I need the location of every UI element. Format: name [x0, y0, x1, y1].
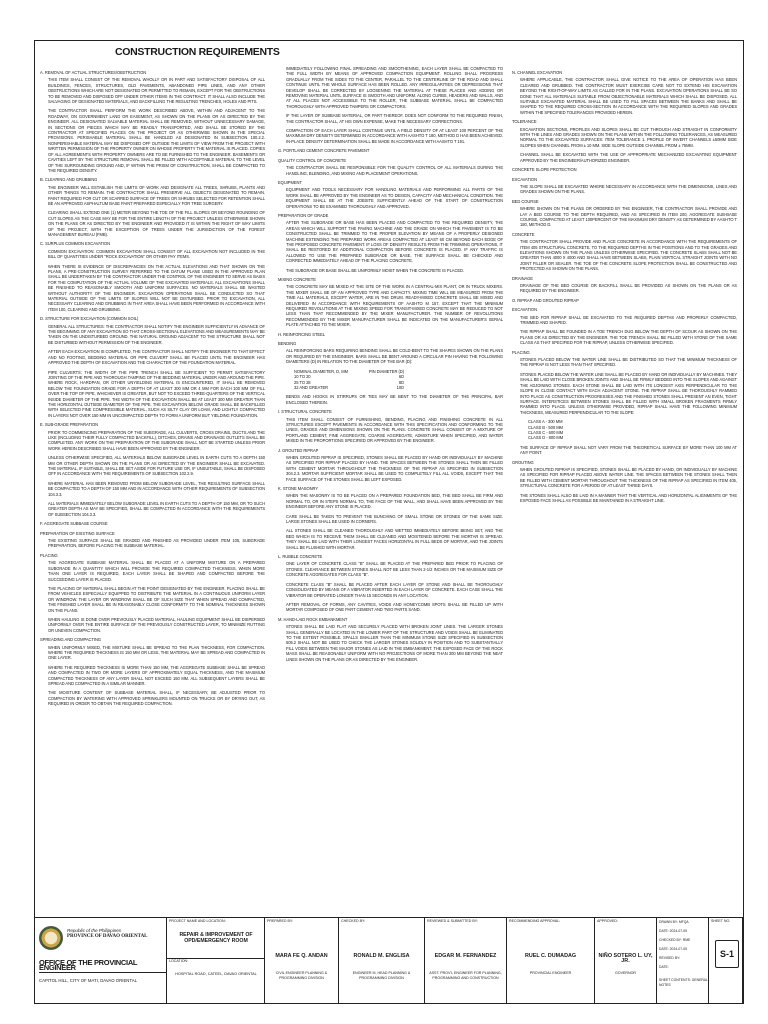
note-paragraph: STONES PLACED BELOW THE WATER LINE SHALL BE PLACED BY HAND OR INDIVIDUALLY BY MACHINES. THEY SHALL BE LAID WITH CLOSE BROKEN JOINTS AND SHALL BE FIRMLY BEDDED INTO THE SLOPES AND AGAINST THE ADJOINING STONES. EACH STONE SHALL BE LAID WITH ITS LONGEST AXIS PERPENDICULAR TO THE SLOPE IN CLOSE CONTACT WITH EACH ADJACENT STONE. THE RIPRAP SHALL BE THOROUGHLY RAMMED INTO PLACE AS CONSTRUCTION PROGRESSES AND THE FINISHED STONES SHALL PRESENT AN EVEN, TIGHT SURFACE. INTERSTICES BETWEEN STONES SHALL BE FILLED WITH SMALL BROKEN FRAGMENTS FIRMLY RAMMED INTO PLACE. UNLESS OTHERWISE PROVIDED, RIPRAP SHALL HAVE THE FOLLOWING MINIMUM THICKNESS, MEASURED PERPENDICULAR TO THE SLOPE: — [520, 371, 737, 415]
note-paragraph: WHEN GROUTED RIPRAP IS SPECIFIED, STONES SHALL BE PLACED BY HAND, OR INDIVIDUALLY BY MACHINE AS SPECIFIED FOR RIPRAP PLACED ABOVE WATER LINE. THE SPACES BETWEEN THE STONES SHALL THEN BE FILLED WITH CEMENT MORTAR THROUGHOUT THE THICKNESS OF THE RIPRAP AS SPECIFIED IN ITEM 405, STRUCTURAL CONCRETE FOR A PERIOD OF AT LEAST THREE DAYS. — [520, 466, 737, 489]
note-paragraph: THE AGGREGATE SUBBASE MATERIAL SHALL BE PLACED AT A UNIFORM MIXTURE ON A PREPARED SUBGRADE IN A QUANTITY WHICH WILL PROVIDE THE REQUIRED COMPACTED THICKNESS. WHEN MORE THAN ONE LAYER IS REQUIRED, EACH LAYER SHALL BE SHAPED AND COMPACTED BEFORE THE SUCCEEDING LAYER IS PLACED. — [48, 560, 265, 582]
table-cell: 25 TO 28 — [294, 379, 311, 385]
section-heading: M. HAND-LAID ROCK EMBANKMENT — [278, 616, 348, 622]
prepared-label: PREPARED BY: — [267, 919, 294, 923]
section-heading: DRAINAGE — [512, 275, 533, 281]
republic-label: Republic of the Philippines — [67, 928, 122, 933]
office-cell — [35, 918, 167, 1004]
section-heading: PLACING — [512, 349, 530, 355]
section-heading: N. CHANNEL EXCAVATION — [512, 70, 563, 75]
checked-name: RONALD M. ENGLISA — [353, 953, 410, 959]
note-paragraph: THE CONTRACTOR SHALL PERFORM THE WORK DESCRIBED ABOVE, WITHIN AND ADJACENT TO THE ROADWAY, ON GOVERNMENT LAND OR EASEMENT, AS SHOWN ON THE PLANS OR AS DIRECTED BY THE ENGINEER. ALL DESIGNATED SALVABLE MATERIAL SHALL BE REMOVED, WITHOUT UNNECESSARY DAMAGE, IN SECTIONS OR PIECES WHICH MAY BE READILY TRANSPORTED, AND SHALL BE STORED BY THE CONTRACTOR AT SPECIFIED PLACES ON THE PROJECT OR AS OTHERWISE SHOWN IN THE SPECIAL PROVISIONS. PERISHABLE MATERIAL SHALL BE HANDLED AS DESIGNATED IN SUBSECTION 100.2.2. NONPERISHABLE MATERIAL MAY BE DISPOSED OFF OUTSIDE THE LIMITS OF VIEW FROM THE PROJECT WITH WRITTEN PERMISSION OF THE PROPERTY OWNER ON WHOSE PROPERTY THE MATERIAL IS PLACED. COPIES OF ALL AGREEMENTS WITH PROPERTY OWNERS ARE TO BE FURNISHED TO THE ENGINEER. BASEMENTS OR CAVITIES LEFT BY THE STRUCTURE REMOVAL SHALL BE FILLED WITH ACCEPTABLE MATERIAL TO THE LEVEL OF THE SURROUNDING GROUND AND, IF WITHIN THE PRISM OF CONSTRUCTION, SHALL BE COMPACTED TO THE REQUIRED DENSITY. — [48, 108, 265, 173]
section-heading: D. STRUCTURE FOR EXCAVATION (COMMON SOIL) — [40, 316, 139, 322]
sheet-no-label: SHEET NO. — [711, 919, 731, 923]
list-item: CLASS B - 500 MM — [528, 424, 563, 430]
note-paragraph: WHERE APPLICABLE, THE CONTRACTOR SHALL GIVE NOTICE TO THE AREA OF OPERATION HAS BEEN CLEARED AND GRUBBED. THE CONTRACTOR MUST EXERCISE CARE NOT TO EXTEND HIS EXCAVATION BEYOND THE RIGHT-OF-WAY LIMITS AS CALLED FOR IN THE PLANS. EXCAVATION OPERATIONS SHALL BE SO DONE THAT ALL MATERIALS SUITABLE FROM OBJECTIONABLE MATERIALS WHICH SHALL BE DISPOSED, ALL SUITABLE EXCAVATED MATERIAL SHALL BE USED TO FILL SPACES BETWEEN THE BANKS AND SHALL BE SHAPED TO THE REQUIRED CROSS-SECTION IN ACCORDANCE WITH THE REQUIRED SLOPES AND GRADES WITHIN THE SPECIFIED TOLERANCES PROVIDED HEREIN. — [520, 77, 737, 115]
notes-column-3 — [512, 66, 737, 507]
drawing-info-row: DATE: 2024-07-05 — [659, 947, 688, 951]
approved-label: APPROVED: — [597, 919, 618, 923]
provincial-seal-icon — [39, 926, 63, 950]
sheet-number-cell — [709, 918, 743, 1004]
sheet-number: S-1 — [715, 940, 739, 968]
note-paragraph: WHEN THERE IS EVIDENCE OF DISCREPANCIES ON THE ACTUAL ELEVATIONS AND THAT SHOWN ON THE PLANS, A PRE-CONSTRUCTION SURVEY REFERRED TO THE DATUM PLANE USED IN THE APPROVED PLAN SHALL BE UNDERTAKEN BY THE CONTRACTOR UNDER THE CONTROL OF THE ENGINEER TO SERVE AS BASIS FOR THE COMPUTATION OF THE ACTUAL VOLUME OF THE EXCAVATED MATERIALS. ALL EXCAVATIONS SHALL BE FINISHED TO REASONABLY SMOOTH AND UNIFORM SURFACES. NO MATERIALS SHALL BE WASTED WITHOUT AUTHORITY OF THE ENGINEER. EXCAVATION OPERATIONS SHALL BE CONDUCTED SO THAT MATERIAL OUTSIDE OF THE LIMITS OF SLOPES WILL NOT BE DISTURBED. PRIOR TO EXCAVATION, ALL NECESSARY CLEARING AND GRUBBING IN THAT AREA SHALL HAVE BEEN PERFORMED IN ACCORDANCE WITH ITEM 100, CLEARING AND GRUBBING. — [48, 263, 265, 312]
note-paragraph: ALL REINFORCING BARS REQUIRING BENDING SHALL BE COLD-BENT TO THE SHAPES SHOWN ON THE PLANS OR REQUIRED BY THE ENGINEER. BARS SHALL BE BENT AROUND A CIRCULAR PIN HAVING THE FOLLOWING DIAMETERS (D) IN RELATION TO THE DIAMETER OF THE BAR (D): — [286, 348, 503, 365]
note-paragraph: THE SUBGRADE OR BASE SHALL BE UNIFORMLY MOIST WHEN THE CONCRETE IS PLACED. — [286, 267, 465, 273]
location-label: LOCATION: — [169, 959, 189, 963]
section-heading: TOLERANCE — [512, 119, 537, 125]
notes-column-2 — [278, 66, 503, 666]
prepared-name: MARA FE Q. ANDAN — [275, 953, 328, 959]
section-heading: SPREADING AND COMPACTING — [40, 637, 102, 643]
section-heading: K. STONE MASONRY — [278, 486, 318, 491]
section-heading: A. REMOVAL OF ACTUAL STRUCTURES/OBSTRUCTION — [40, 70, 147, 75]
note-paragraph: THE STONES SHALL ALSO BE LAID IN A MANNER THAT THE VERTICAL AND HORIZONTAL ALIGNMENTS OF THE EXPOSED FACE SHALL AS POSSIBLE BE MAINTAINED IN A STRAIGHT LINE. — [520, 492, 737, 503]
note-paragraph: CONCRETE CLASS "B" SHALL BE PLACED AFTER EACH LAYER OF STONE AND SHALL BE THOROUGHLY CONSOLIDATED BY MEANS OF A VIBRATOR INSERTED IN EACH LAYER OF CONCRETE. EACH CASE SHALL THE VIBRATOR BE OPERATED LONGER THAN 15 SECONDS IN ANY LOCATION. — [286, 581, 503, 598]
section-heading: BENDING — [278, 341, 297, 347]
note-paragraph: THE SURFACE OF RIPRAP SHALL NOT VARY FROM THE THEORETICAL SURFACE BY MORE THAN 100 MM AT ANY POINT. — [520, 444, 737, 456]
note-paragraph: CLEARING SHALL EXTEND ONE (1) METER BEYOND THE TOE OF THE FILL SLOPES OR BEYOND ROUNDING OF CUT SLOPES AS THE CASE MAY BE FOR THE ENTIRE LENGTH OF THE PROJECT UNLESS OTHERWISE SHOWN ON THE PLANS OR AS DIRECTED BY THE ENGINEER AND PROVIDED IT IS WITHIN THE RIGHT OF WAY LIMITS OF THE PROJECT, WITH THE EXCEPTION OF TREES UNDER THE JURISDICTION OF THE FOREST MANAGEMENT BUREAU (FMB). — [48, 210, 265, 237]
note-paragraph: AFTER THE SUBGRADE OR BASE HAS BEEN PLACED AND COMPACTED TO THE REQUIRED DENSITY, THE AREAS WHICH WILL SUPPORT THE PAVING MACHINE AND THE GRADE ON WHICH THE PAVEMENT IS TO BE CONSTRUCTED SHALL BE TRIMMED TO THE PROPER ELEVATION BY MEANS OF A PROPERLY DESIGNED MACHINE EXTENDING THE PREPARED WORK AREAS COMPACTED AT LEAST 60 CM BEYOND EACH EDGE OF THE PROPOSED CONCRETE PAVEMENT. IF LOSS OF DENSITY RESULTS FROM THE TRIMMING OPERATIONS, IT SHALL BE RESTORED BY ADDITIONAL COMPACTION BEFORE CONCRETE IS PLACED. IF ANY TRAFFIC IS ALLOWED TO USE THE PREPARED SUBGRADE OR BASE, THE SURFACE SHALL BE CHECKED AND CORRECTED IMMEDIATELY AHEAD OF THE PLACING CONCRETE. — [286, 220, 503, 264]
note-paragraph: THE ENGINEER WILL ESTABLISH THE LIMITS OF WORK AND DESIGNATE ALL TREES, SHRUBS, PLANTS AND OTHER THINGS TO REMAIN. THE CONTRACTOR SHALL PRESERVE ALL OBJECTS DESIGNATED TO REMAIN. PAINT REQUIRED FOR CUT OR SCARRED SURFACE OF TREES OR SHRUBS SELECTED FOR RETENTION SHALL BE AN APPROVED ASPHALTUM BASE PAINT PREPARED ESPECIALLY FOR TREE SURGERY. — [48, 184, 265, 206]
recommending-title: PROVINCIAL ENGINEER — [529, 971, 572, 975]
reviewed-by-cell — [425, 918, 507, 1004]
note-paragraph: ALL MATERIALS IMMEDIATELY BELOW SUBGRADE LEVEL IN EARTH CUTS TO A DEPTH OF 150 MM, OR TO SUCH GREATER DEPTH AS MAY BE SPECIFIED, SHALL BE COMPACTED IN ACCORDANCE WITH THE REQUIREMENTS OF SUBSECTION 104.3.3. — [48, 501, 265, 517]
drawing-info-row: DRAWN BY: MFQA — [659, 920, 689, 924]
note-paragraph: GENERAL ALL STRUCTURES: THE CONTRACTOR SHALL NOTIFY THE ENGINEER SUFFICIENTLY IN ADVANCE OF THE BEGINNING OF ANY EXCAVATION SO THAT CROSS-SECTIONAL ELEVATIONS AND MEASUREMENTS MAY BE TAKEN ON THE UNDISTURBED GROUND. THE NATURAL GROUND ADJACENT TO THE STRUCTURE SHALL NOT BE DISTURBED WITHOUT PERMISSION OF THE ENGINEER. — [48, 323, 265, 345]
drawing-info-row: DATE: — [659, 965, 669, 969]
office-address: CAPITOL HILL, CITY OF MATI, DAVAO ORIENTAL — [39, 978, 137, 983]
section-heading: G. PORTLAND CEMENT CONCRETE PAVEMENT — [278, 148, 370, 154]
recommending-name: RUEL C. DUMADAG — [524, 953, 577, 959]
project-cell — [167, 918, 265, 1004]
section-heading: EXCAVATION — [512, 307, 537, 313]
project-name: REPAIR & IMPROVEMENT OF OPD/EMERGENCY ROOM — [179, 932, 253, 944]
checked-by-cell — [339, 918, 425, 1004]
note-paragraph: THE CONCRETE MAY BE MIXED AT THE SITE OF THE WORK IN A CENTRAL-MIX PLANT, OR IN TRUCK MIXERS. THE MIXER SHALL BE OF AN APPROVED TYPE AND CAPACITY. MIXING TIME WILL BE MEASURED FROM THE TIME ALL MATERIALS, EXCEPT WATER, ARE IN THE DRUM. READY-MIXED CONCRETE SHALL BE MIXED AND DELIVERED IN ACCORDANCE WITH REQUIREMENTS OF AASHTO M 157, EXCEPT THAT THE MINIMUM REQUIRED REVOLUTIONS AT THE MIXING SPEED FOR TRANSIT-MIXED CONCRETE MAY BE REDUCED TO NOT LESS THAN THAT RECOMMENDED BY THE MIXER MANUFACTURER. THE NUMBER OF REVOLUTIONS RECOMMENDED BY THE MIXER MANUFACTURER SHALL BE INDICATED ON THE MANUFACTURER'S SERIAL PLATE ATTACHED TO THE MIXER. — [286, 284, 503, 328]
section-heading: F. AGGREGATE SUBBASE COURSE — [40, 521, 108, 527]
section-heading: H. REINFORCING STEEL — [278, 331, 325, 337]
note-paragraph: UNLESS OTHERWISE SPECIFIED, ALL MATERIALS BELOW SUBGRADE LEVEL IN EARTH CUTS TO A DEPTH 150 MM OR OTHER DEPTH SHOWN ON THE PLANS OR AS DIRECTED BY THE ENGINEER SHALL BE EXCAVATED. THE MATERIAL, IF SUITABLE, SHALL BE SET ASIDE FOR FUTURE USE OR, IF UNSUITABLE, SHALL BE DISPOSED OFF IN ACCORDANCE WITH THE REQUIREMENTS OF SUBSECTION 102.2.9. — [48, 455, 265, 477]
project-label: PROJECT NAME AND LOCATION: — [169, 919, 226, 923]
section-heading: MIXING CONCRETE — [278, 277, 316, 282]
note-paragraph: STONES SHALL BE LAID FLAT AND SECURELY PLACED WITH BROKEN JOINT LINES. THE LARGER STONES SHALL GENERALLY BE LOCATED IN THE LOWER PART OF THE STRUCTURE AND VOIDS SHALL BE ELIMINATED TO THE EXTENT POSSIBLE. SPALLS SMALLER THAN THE MINIMUM STONE SIZE SPECIFIED IN SUBSECTION 505.2 SHALL NOT BE USED TO CHECK THE LARGER STONES SOLIDLY IN POSITION AND TO SUBSTANTIALLY FILL VOIDS BETWEEN THE MAJOR STONES AS LAID IN THE EMBANKMENT. THE EXPOSED FACE OF THE ROCK MASS SHALL BE REASONABLY UNIFORM WITH NO PROJECTIONS OF MORE THAN 300 MM BEYOND THE NEAT LINES SHOWN ON THE PLANS OR AS DIRECTED BY THE ENGINEER. — [286, 624, 503, 662]
note-paragraph: PRIOR TO COMMENCING PREPARATION OF THE SUBGRADE, ALL CULVERTS, CROSS DRAINS, DUCTS AND THE LIKE (INCLUDING THEIR FULLY COMPACTED BACKFILL), DITCHES, DRAINS AND DRAINAGE OUTLETS SHALL BE COMPLETED. ANY WORK ON THE PREPARATION OF THE SUBGRADE SHALL NOT BE STARTED UNLESS PRIOR WORK HEREIN DESCRIBED SHALL HAVE BEEN APPROVED BY THE ENGINEER. — [48, 429, 265, 451]
recommending-label: RECOMMENDING APPROVAL: — [509, 919, 561, 923]
note-paragraph: ONE LAYER OF CONCRETE CLASS "B" SHALL BE PLACED AT THE PREPARED BED PRIOR TO PLACING OF STONES. CLEARANCE BETWEEN STONES SHALL NOT BE LESS THAN 2-1/2 INCHES OR THE MAXIMUM SIZE OF CONCRETE AGGREGATES FOR CLASS "B". — [286, 561, 503, 578]
table-cell: 32 AND GREATER — [294, 384, 329, 390]
table-cell: 8D — [398, 379, 404, 385]
section-heading: CONCRETE — [512, 231, 535, 237]
section-heading: EQUIPMENT — [278, 179, 302, 185]
section-heading: I. STRUCTURAL CONCRETE — [278, 409, 332, 415]
approved-name: NIÑO SOTERO L. UY, JR. — [598, 953, 653, 964]
section-heading: L. RUBBLE CONCRETE — [278, 554, 323, 560]
prepared-title: CIVIL ENGINEER PLANNING & PROGRAMMING DIVISION — [275, 971, 328, 980]
approved-cell — [595, 918, 657, 1004]
drawing-info-cell — [657, 918, 709, 1004]
note-paragraph: WHEN THE MASONRY IS TO BE PLACED ON A PREPARED FOUNDATION BED, THE BED SHALL BE FIRM AND NORMAL TO, OR IN STEPS NORMAL TO, THE FACE OF THE WALL, AND SHALL HAVE BEEN APPROVED BY THE ENGINEER BEFORE ANY STONE IS PLACED. — [286, 493, 503, 510]
approved-title: GOVERNOR — [615, 971, 636, 975]
list-item: CLASS C - 600 MM — [528, 429, 564, 435]
table-cell: 6D — [398, 374, 404, 380]
note-paragraph: STONES PLACED BELOW THE WATER LINE SHALL BE DISTRIBUTED SO THAT THE MINIMUM THICKNESS OF THE RIPRAP IS NOT LESS THAN THAT SPECIFIED. — [520, 357, 737, 368]
note-paragraph: CARE SHALL BE TAKEN TO PREVENT THE BUNCHING OF SMALL STONE OR STONES OF THE SAME SIZE. LARGE STONES SHALL BE USED IN CORNERS. — [286, 513, 503, 525]
note-paragraph: COMPACTION OF EACH LAYER SHALL CONTINUE UNTIL A FIELD DENSITY OF AT LEAST 100 PERCENT OF THE MAXIMUM DRY DENSITY DETERMINED IN ACCORDANCE WITH AASHTO T 180, METHOD D HAS BEEN ACHIEVED. IN-PLACE DENSITY DETERMINATION SHALL BE MADE IN ACCORDANCE WITH AASHTO T 191. — [286, 128, 503, 144]
drawing-info-row: REVISED BY: — [659, 956, 681, 960]
section-heading: E. SUB-GRADE PREPARATION — [40, 422, 99, 428]
table-row — [294, 385, 404, 390]
note-paragraph: ALL STONES SHALL BE CLEANED THOROUGHLY AND WETTED IMMEDIATELY BEFORE BEING SET, AND THE BED WHICH IS TO RECEIVE THEM SHALL BE CLEANED AND MOISTENED BEFORE THE MORTAR IS SPREAD. THEY SHALL BE LAID WITH THEIR LONGEST FACES HORIZONTAL IN FULL BEDS OF MORTAR, AND THE JOINTS SHALL BE FLUSHED WITH MORTAR. — [286, 528, 503, 550]
note-paragraph: PIPE CULVERTS: THE WIDTH OF THE PIPE TRENCH SHALL BE SUFFICIENT TO PERMIT SATISFACTORY JOINTING OF THE PIPE AND THOROUGH TAMPING OF THE BEDDING MATERIAL UNDER AND AROUND THE PIPE. WHERE ROCK, HARDPAN, OR OTHER UNYIELDING MATERIAL IS ENCOUNTERED, IT SHALL BE REMOVED BELOW THE FOUNDATION GRADE FOR A DEPTH OF AT LEAST 300 MM OR 4 MM FOR EACH 100 MM OF FILL OVER THE TOP OF PIPE, WHICHEVER IS GREATER, BUT NOT TO EXCEED THREE-QUARTERS OF THE VERTICAL INSIDE DIAMETER OF THE PIPE. THE WIDTH OF THE EXCAVATION SHALL BE AT LEAST 300 MM GREATER THAN THE HORIZONTAL OUTSIDE DIAMETER OF THE PIPE. THE EXCAVATION BELOW GRADE SHALL BE BACKFILLED WITH SELECTED FINE COMPRESSIBLE MATERIAL, SUCH AS SILTY CLAY OR LOAM, AND LIGHTLY COMPACTED IN LAYERS NOT OVER 150 MM IN UNCOMPACTED DEPTH TO FORM A UNIFORM BUT YIELDING FOUNDATION. — [48, 369, 265, 418]
note-paragraph: THIS ITEM SHALL CONSIST OF FURNISHING, BENDING, PLACING AND FINISHING CONCRETE IN ALL STRUCTURES EXCEPT PAVEMENTS IN ACCORDANCE WITH THIS SPECIFICATION AND CONFORMING TO THE LINES, GRADES AND DIMENSIONS SHOWN ON THE PLANS. CONCRETE SHALL CONSIST OF A MIXTURE OF PORTLAND CEMENT, FINE AGGREGATE, COARSE AGGREGATE, ADMIXTURE WHEN SPECIFIED, AND WATER MIXED IN THE PROPORTIONS SPECIFIED OR APPROVED BY THE ENGINEER. — [286, 416, 503, 444]
section-heading: QUALITY CONTROL OF CONCRETE — [278, 157, 347, 163]
checked-title: ENGINEER III, HEAD PLANNING & PROGRAMMING DIVISION — [352, 971, 411, 980]
note-paragraph: DRAINAGE OF THE BED COURSE OR BACKFILL SHALL BE PROVIDED AS SHOWN ON THE PLANS OR AS REQUIRED BY THE ENGINEER. — [520, 283, 737, 294]
note-paragraph: AFTER REMOVAL OF FORMS, ANY CAVITIES, VOIDS AND HONEYCOMB SPOTS SHALL BE FILLED UP WITH MORTAR COMPOSED OF ONE PART CEMENT AND TWO PARTS SAND. — [286, 601, 503, 613]
class-list — [528, 419, 737, 441]
page-title: CONSTRUCTION REQUIREMENTS — [115, 46, 280, 58]
note-paragraph: CHANNEL SHALL BE EXCAVATED WITH THE USE OF APPROPRIATE MECHANIZED EXCAVATING EQUIPMENT APPROVED BY THE ENGINEER/AUTHORIZED ENGINEER. — [520, 152, 737, 163]
note-paragraph: WHEN UNIFORMLY MIXED, THE MIXTURE SHALL BE SPREAD TO THE PLAN THICKNESS, FOR COMPACTION. WHERE THE REQUIRED THICKNESS IS 150 MM OR LESS, THE MATERIAL MAY BE SPREAD AND COMPACTED IN ONE LAYER. — [48, 644, 265, 661]
note-paragraph: WHEN HAULING IS DONE OVER PREVIOUSLY PLACED MATERIAL, HAULING EQUIPMENT SHALL BE DISPERSED UNIFORMLY OVER THE ENTIRE SURFACE OF THE PREVIOUSLY CONSTRUCTED LAYER, TO MINIMIZE RUTTING OR UNEVEN COMPACTION. — [48, 616, 265, 633]
note-paragraph: WHERE THE REQUIRED THICKNESS IS MORE THAN 150 MM, THE AGGREGATE SUBBASE SHALL BE SPREAD AND COMPACTED IN TWO OR MORE LAYERS OF APPROXIMATELY EQUAL THICKNESS, AND THE MAXIMUM COMPACTED THICKNESS OF ANY LAYER SHALL NOT EXCEED 150 MM. ALL SUBSEQUENT LAYERS SHALL BE SPREAD AND COMPACTED IN A SIMILAR MANNER. — [48, 664, 265, 686]
note-paragraph: THE BED FOR RIPRAP SHALL BE EXCAVATED TO THE REQUIRED DEPTHS AND PROPERLY COMPACTED, TRIMMED AND SHAPED. — [520, 314, 737, 326]
section-heading: PLACING — [40, 552, 58, 558]
table-header: PIN DIAMETER (D) — [368, 368, 404, 374]
table-cell: 10 TO 20 — [294, 374, 311, 380]
sheet-contents: SHEET CONTENTS: GENERAL NOTES — [659, 978, 708, 987]
note-paragraph: AFTER EACH EXCAVATION IS COMPLETED, THE CONTRACTOR SHALL NOTIFY THE ENGINEER TO THAT EFFECT AND NO FOOTING, BEDDING MATERIAL OR PIPE CULVERT SHALL BE PLACED UNTIL THE ENGINEER HAS APPROVED THE DEPTH OF EXCAVATION AND THE CHARACTER OF THE FOUNDATION MATERIAL. — [48, 349, 265, 366]
note-paragraph: IF THE LAYER OF SUBBASE MATERIAL, OR PART THEREOF, DOES NOT CONFORM TO THE REQUIRED FINISH, THE CONTRACTOR SHALL, AT HIS OWN EXPENSE, MAKE THE NECESSARY CORRECTIONS. — [286, 113, 503, 124]
province-label: PROVINCE OF DAVAO ORIENTAL — [67, 934, 148, 939]
drawing-sheet — [34, 40, 744, 1004]
note-paragraph: EQUIPMENT AND TOOLS NECESSARY FOR HANDLING MATERIALS AND PERFORMING ALL PARTS OF THE WORK SHALL BE APPROVED BY THE ENGINEER AS TO DESIGN, CAPACITY AND MECHANICAL CONDITION. THE EQUIPMENT SHALL BE AT THE JOBSITE SUFFICIENTLY AHEAD OF THE START OF CONSTRUCTION OPERATIONS TO BE EXAMINED THOROUGHLY AND APPROVED. — [286, 187, 503, 209]
note-paragraph: THE PLACING OF MATERIAL SHALL BEGIN AT THE POINT DESIGNATED BY THE ENGINEER. PLACING SHALL BE FROM VEHICLES ESPECIALLY EQUIPPED TO DISTRIBUTE THE MATERIAL IN A CONTINUOUS UNIFORM LAYER OR WINDROW. THE LAYER OR WINDROW SHALL BE OF SUCH SIZE THAT WHEN SPREAD AND COMPACTED, THE FINISHED LAYER SHALL BE IN REASONABLY CLOSE CONFORMITY TO THE NOMINAL THICKNESS SHOWN ON THE PLANS. — [48, 585, 265, 613]
note-paragraph: THE CONTRACTOR SHALL BE RESPONSIBLE FOR THE QUALITY CONTROL OF ALL MATERIALS DURING THE HANDLING, BLENDING, AND MIXING AND PLACEMENT OPERATIONS. — [286, 165, 503, 176]
location-value: HOSPITAL ROAD, CATEEL, DAVAO ORIENTAL — [175, 972, 257, 976]
section-heading: O. RIPRAP AND GROUTED RIPRAP — [512, 297, 579, 303]
section-heading: PREPARATION OF EXISTING SURFACE — [40, 530, 115, 536]
reviewed-label: REVIEWED & SUBMITTED BY: — [427, 919, 478, 923]
note-paragraph: IMMEDIATELY FOLLOWING FINAL SPREADING AND SMOOTHENING, EACH LAYER SHALL BE COMPACTED TO THE FULL WIDTH BY MEANS OF APPROVED COMPACTION EQUIPMENT. ROLLING SHALL PROGRESS GRADUALLY FROM THE SIDES TO THE CENTER, PARALLEL TO THE CENTERLINE OF THE ROAD AND SHALL CONTINUE UNTIL THE WHOLE SURFACE HAS BEEN ROLLED. ANY IRREGULARITIES OR DEPRESSIONS THAT DEVELOP SHALL BE CORRECTED BY LOOSENING THE MATERIAL AT THESE PLACES AND ADDING OR REMOVING MATERIAL UNTIL SURFACE IS SMOOTH AND UNIFORM. ALONG CURBS, HEADERS AND WALLS, AND AT ALL PLACES NOT ACCESSIBLE TO THE ROLLER, THE SUBBASE MATERIAL SHALL BE COMPACTED THOROUGHLY WITH APPROVED TAMPERS OR COMPACTORS. — [286, 66, 503, 109]
note-paragraph: THE CONTRACTOR SHALL PROVIDE AND PLACE CONCRETE IN ACCORDANCE WITH THE REQUIREMENTS OF ITEM 405 STRUCTURAL CONCRETE, TO THE REQUIRED DEPTHS IN THE POSITIONS AND TO THE GRADES AND ELEVATIONS SHOWN ON THE PLANS UNLESS OTHERWISE SPECIFIED. THE CONCRETE SLABS SHALL NOT BE GREATER THAN 4000 X 4000 AND SHALL HAVE BETWEEN SLABS, PLAIN VERTICAL STRAIGHT JOINTS WITH NO JOINT FILLER OR SEALER. THE TOE OF THE CONCRETE SLOPE PROTECTION SHALL BE CONSTRUCTED AND PROTECTED AS SHOWN ON THE PLANS. — [520, 239, 737, 272]
note-paragraph: BENDS AND HOOKS IN STIRRUPS OR TIES MAY BE BENT TO THE DIAMETER OF THE PRINCIPAL BAR ENCLOSED THEREIN. — [286, 394, 503, 405]
section-heading: B. CLEARING AND GRUBBING — [40, 177, 98, 183]
checked-label: CHECKED BY: — [341, 919, 366, 923]
note-paragraph: EXCAVATION SECTIONS, PROFILES AND SLOPES SHALL BE CUT THROUGH AND STRAIGHT IN CONFORMITY WITH THE LINES AND GRADES SHOWN ON THE PLANS WITHIN THE FOLLOWING TOLERANCES, AS MEASURED NORMAL TO THE EXCAVATED SURFACES: ITEM TOLERANCE 1. PROFILE OF INVERT CHANNELS ±50MM SIDE SLOPES WHEN CHANNEL FROM ± 10 MM. SIDE SLOPE OUTSIDE CHANNEL FROM ± 75MM. — [520, 126, 737, 148]
office-name: OFFICE OF THE PROVINCIAL ENGINEER — [39, 960, 166, 973]
section-heading: EXCAVATION — [512, 176, 537, 182]
note-paragraph: THE MOISTURE CONTENT OF SUBBASE MATERIAL SHALL, IF NECESSARY, BE ADJUSTED PRIOR TO COMPACTION BY WATERING WITH APPROVED SPRINKLERS MOUNTED ON TRUCKS OR BY DRYING OUT, AS REQUIRED IN ORDER TO OBTAIN THE REQUIRED COMPACTION. — [48, 690, 265, 707]
note-paragraph: THE SLOPE SHALL BE EXCAVATED WHERE NECESSARY IN ACCORDANCE WITH THE DIMENSIONS, LINES AND GRADES SHOWN ON THE PLANS. — [520, 183, 737, 195]
drawing-info-row: DATE: 2024-07-05 — [659, 929, 688, 933]
note-paragraph: WHERE MATERIAL HAS BEEN REMOVED FROM BELOW SUBGRADE LEVEL, THE RESULTING SURFACE SHALL BE COMPACTED TO A DEPTH OF 150 MM AND IN ACCORDANCE WITH OTHER REQUIREMENTS OF SUBSECTION 104.3.3. — [48, 480, 265, 497]
reviewed-title: ASST. PROV'L ENGINEER FOR PLANNING, PROGRAMMING AND CONSTRUCTION — [429, 971, 502, 980]
section-heading: C. SURPLUS COMMON EXCAVATION — [40, 241, 111, 247]
reviewed-name: EDGAR M. FERNANDEZ — [434, 953, 497, 959]
table-header: NOMINAL DIAMETER, D, MM — [294, 368, 348, 374]
note-paragraph: THE RIPRAP SHALL BE FOUNDED IN A TOE TRENCH DUG BELOW THE DEPTH OF SCOUR AS SHOWN ON THE PLANS OR AS DIRECTED BY THE ENGINEER. THE TOE TRENCH SHALL BE FILLED WITH STONE OF THE SAME CLASS AS THAT SPECIFIED FOR THE RIPRAP, UNLESS OTHERWISE SPECIFIED. — [520, 329, 737, 346]
recommending-cell — [507, 918, 595, 1004]
title-block — [35, 917, 743, 1004]
note-paragraph: THIS ITEM SHALL CONSIST OF THE REMOVAL WHOLLY OR IN PART AND SATISFACTORY DISPOSAL OF ALL BUILDINGS, FENCES, STRUCTURES, OLD PAVEMENTS, ABANDONED PIPE LINES, AND ANY OTHER OBSTRUCTIONS WHICH ARE NOT DESIGNATED OR PERMITTED TO REMAIN, EXCEPT FOR THE OBSTRUCTIONS TO BE REMOVED AND DISPOSED OFF UNDER OTHER ITEMS IN THE CONTRACT. IT SHALL ALSO INCLUDE THE SALVAGING OF DESIGNATED MATERIALS, AND BACKFILLING THE RESULTING TRENCHES, HOLES AND PITS. — [48, 77, 265, 105]
drawing-info-row: CHECKED BY: RME — [659, 938, 691, 942]
prepared-by-cell — [265, 918, 339, 1004]
section-heading: PREPARATION OF GRADE — [278, 212, 329, 218]
notes-column-1 — [40, 66, 265, 711]
list-item: CLASS D - 800 MM — [528, 435, 564, 441]
section-heading: J. GROUTED RIPRAP — [278, 447, 319, 453]
list-item: CLASS A - 300 MM — [528, 419, 563, 425]
table-cell: 10D — [396, 384, 404, 390]
note-paragraph: WHEN GROUTED RIPRAP IS SPECIFIED, STONES SHALL BE PLACED BY HAND OR INDIVIDUALLY BY MACHINE AS SPECIFIED FOR RIPRAP PLACED BY HAND. THE SPACES BETWEEN THE STONES SHALL THEN BE FILLED WITH CEMENT MORTAR THROUGHOUT THE THICKNESS OF THE RIPRAP AS SPECIFIED IN SUBSECTION 304.2.3. MORTAR SUFFICIENT MORTAR SHALL BE USED TO COMPLETELY FILL ALL VOIDS, EXCEPT THAT THE FACE SURFACE OF THE STONES SHALL BE LEFT EXPOSED. — [286, 454, 503, 482]
bend-table — [294, 369, 503, 391]
note-paragraph: WHERE SHOWN ON THE PLANS OR ORDERED BY THE ENGINEER, THE CONTRACTOR SHALL PROVIDE AND LAY A BED COURSE TO THE DEPTH REQUIRED, AND AS SPECIFIED IN ITEM 200, AGGREGATE SUB-BASE COURSE, COMPACTED AT LEAST 100PERCENT OF THE MAXIMUM DRY DENSITY AS DETERMINED BY AASHTO T 180, METHOD D. — [520, 206, 737, 228]
note-paragraph: THE EXISTING SURFACE SHALL BE GRADED AND FINISHED AS PROVIDED UNDER ITEM 105, SUBGRADE PREPARATION, BEFORE PLACING THE SUBBASE MATERIAL. — [48, 538, 265, 549]
section-heading: GROUTING — [512, 459, 534, 465]
note-paragraph: COMMON EXCAVATION: COMMON EXCAVATION SHALL CONSIST OF ALL EXCAVATION NOT INCLUDED IN THE BILL OF QUANTITIES UNDER "ROCK EXCAVATION" OR OTHER PAY ITEMS. — [48, 248, 265, 260]
section-heading: CONCRETE SLOPE PROTECTION — [512, 167, 577, 173]
section-heading: BED COURSE — [512, 198, 539, 204]
